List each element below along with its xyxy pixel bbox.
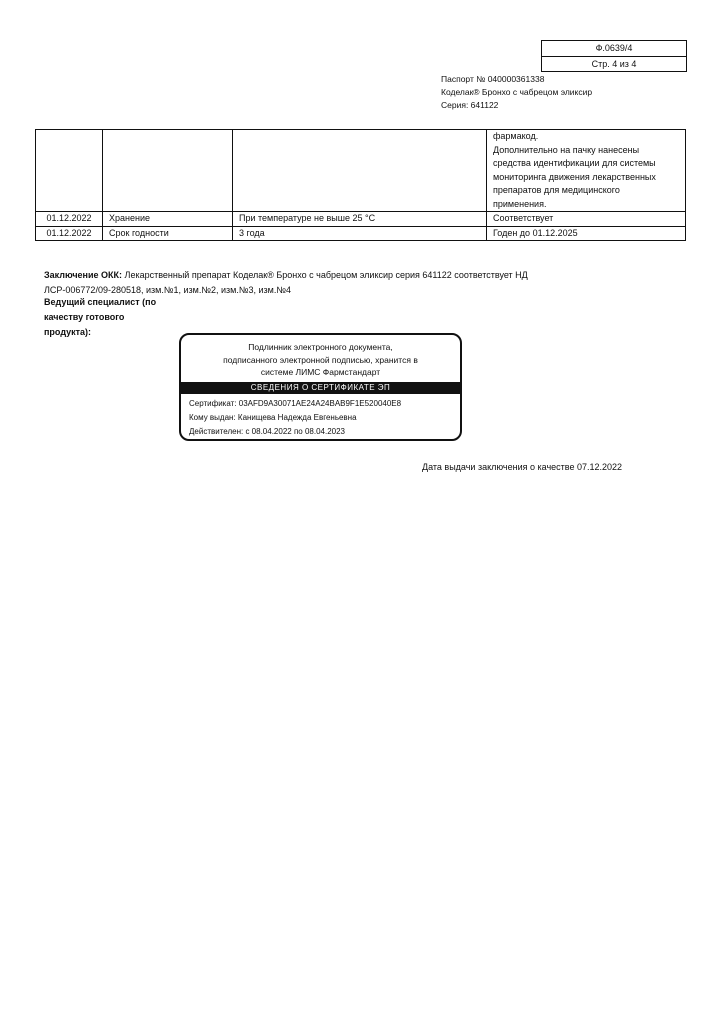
product-name: Коделак® Бронхо с чабрецом эликсир bbox=[441, 87, 593, 97]
row-test: Срок годности bbox=[103, 226, 233, 241]
certificate-info-bar: СВЕДЕНИЯ О СЕРТИФИКАТЕ ЭП bbox=[181, 382, 460, 394]
row-test: Хранение bbox=[103, 212, 233, 227]
conclusion-registration: ЛСР-006772/09-280518, изм.№1, изм.№2, изм.№3, изм.№4 bbox=[44, 285, 291, 295]
passport-number: Паспорт № 040000361338 bbox=[441, 74, 545, 84]
issue-date: Дата выдачи заключения о качестве 07.12.2022 bbox=[422, 462, 622, 472]
certificate-number: Сертификат: 03AFD9A30071AE24A24BAB9F1E520040E8 bbox=[189, 398, 402, 408]
form-code-box bbox=[541, 40, 687, 72]
page-number: Стр. 4 из 4 bbox=[542, 56, 686, 72]
row-result: Соответствует bbox=[487, 212, 686, 227]
certificate-owner: Кому выдан: Канищева Надежда Евгеньевна bbox=[189, 412, 357, 422]
row-date: 01.12.2022 bbox=[36, 226, 103, 241]
specialist-label: Ведущий специалист (по качеству готового продукта): bbox=[44, 297, 157, 337]
stamp-line-3: системе ЛИМС Фармстандарт bbox=[260, 367, 381, 377]
electronic-signature-stamp bbox=[179, 333, 462, 441]
row-date: 01.12.2022 bbox=[36, 212, 103, 227]
test-results-table bbox=[35, 129, 686, 241]
table-row bbox=[36, 130, 686, 212]
series-number: Серия: 641122 bbox=[441, 100, 499, 110]
stamp-line-2: подписанного электронной подписью, хранится в bbox=[223, 354, 418, 365]
conclusion-text: Лекарственный препарат Коделак® Бронхо с чабрецом эликсир серия 641122 соответствует НД bbox=[124, 270, 528, 280]
conclusion-label: Заключение ОКК: bbox=[44, 270, 123, 280]
form-code: Ф.0639/4 bbox=[595, 43, 633, 53]
continuation-cell: фармакод. Дополнительно на пачку нанесены средства идентификации для системы мониторинга движения лекарственных препаратов для медицинского применения. bbox=[487, 130, 686, 212]
certificate-validity: Действителен: с 08.04.2022 по 08.04.2023 bbox=[189, 426, 345, 436]
row-requirement: При температуре не выше 25 °С bbox=[233, 212, 487, 227]
table-row bbox=[36, 226, 686, 241]
row-requirement: 3 года bbox=[233, 226, 487, 241]
conclusion bbox=[44, 268, 528, 283]
stamp-line-1: Подлинник электронного документа, bbox=[248, 342, 393, 352]
table-row bbox=[36, 212, 686, 227]
row-result: Годен до 01.12.2025 bbox=[487, 226, 686, 241]
